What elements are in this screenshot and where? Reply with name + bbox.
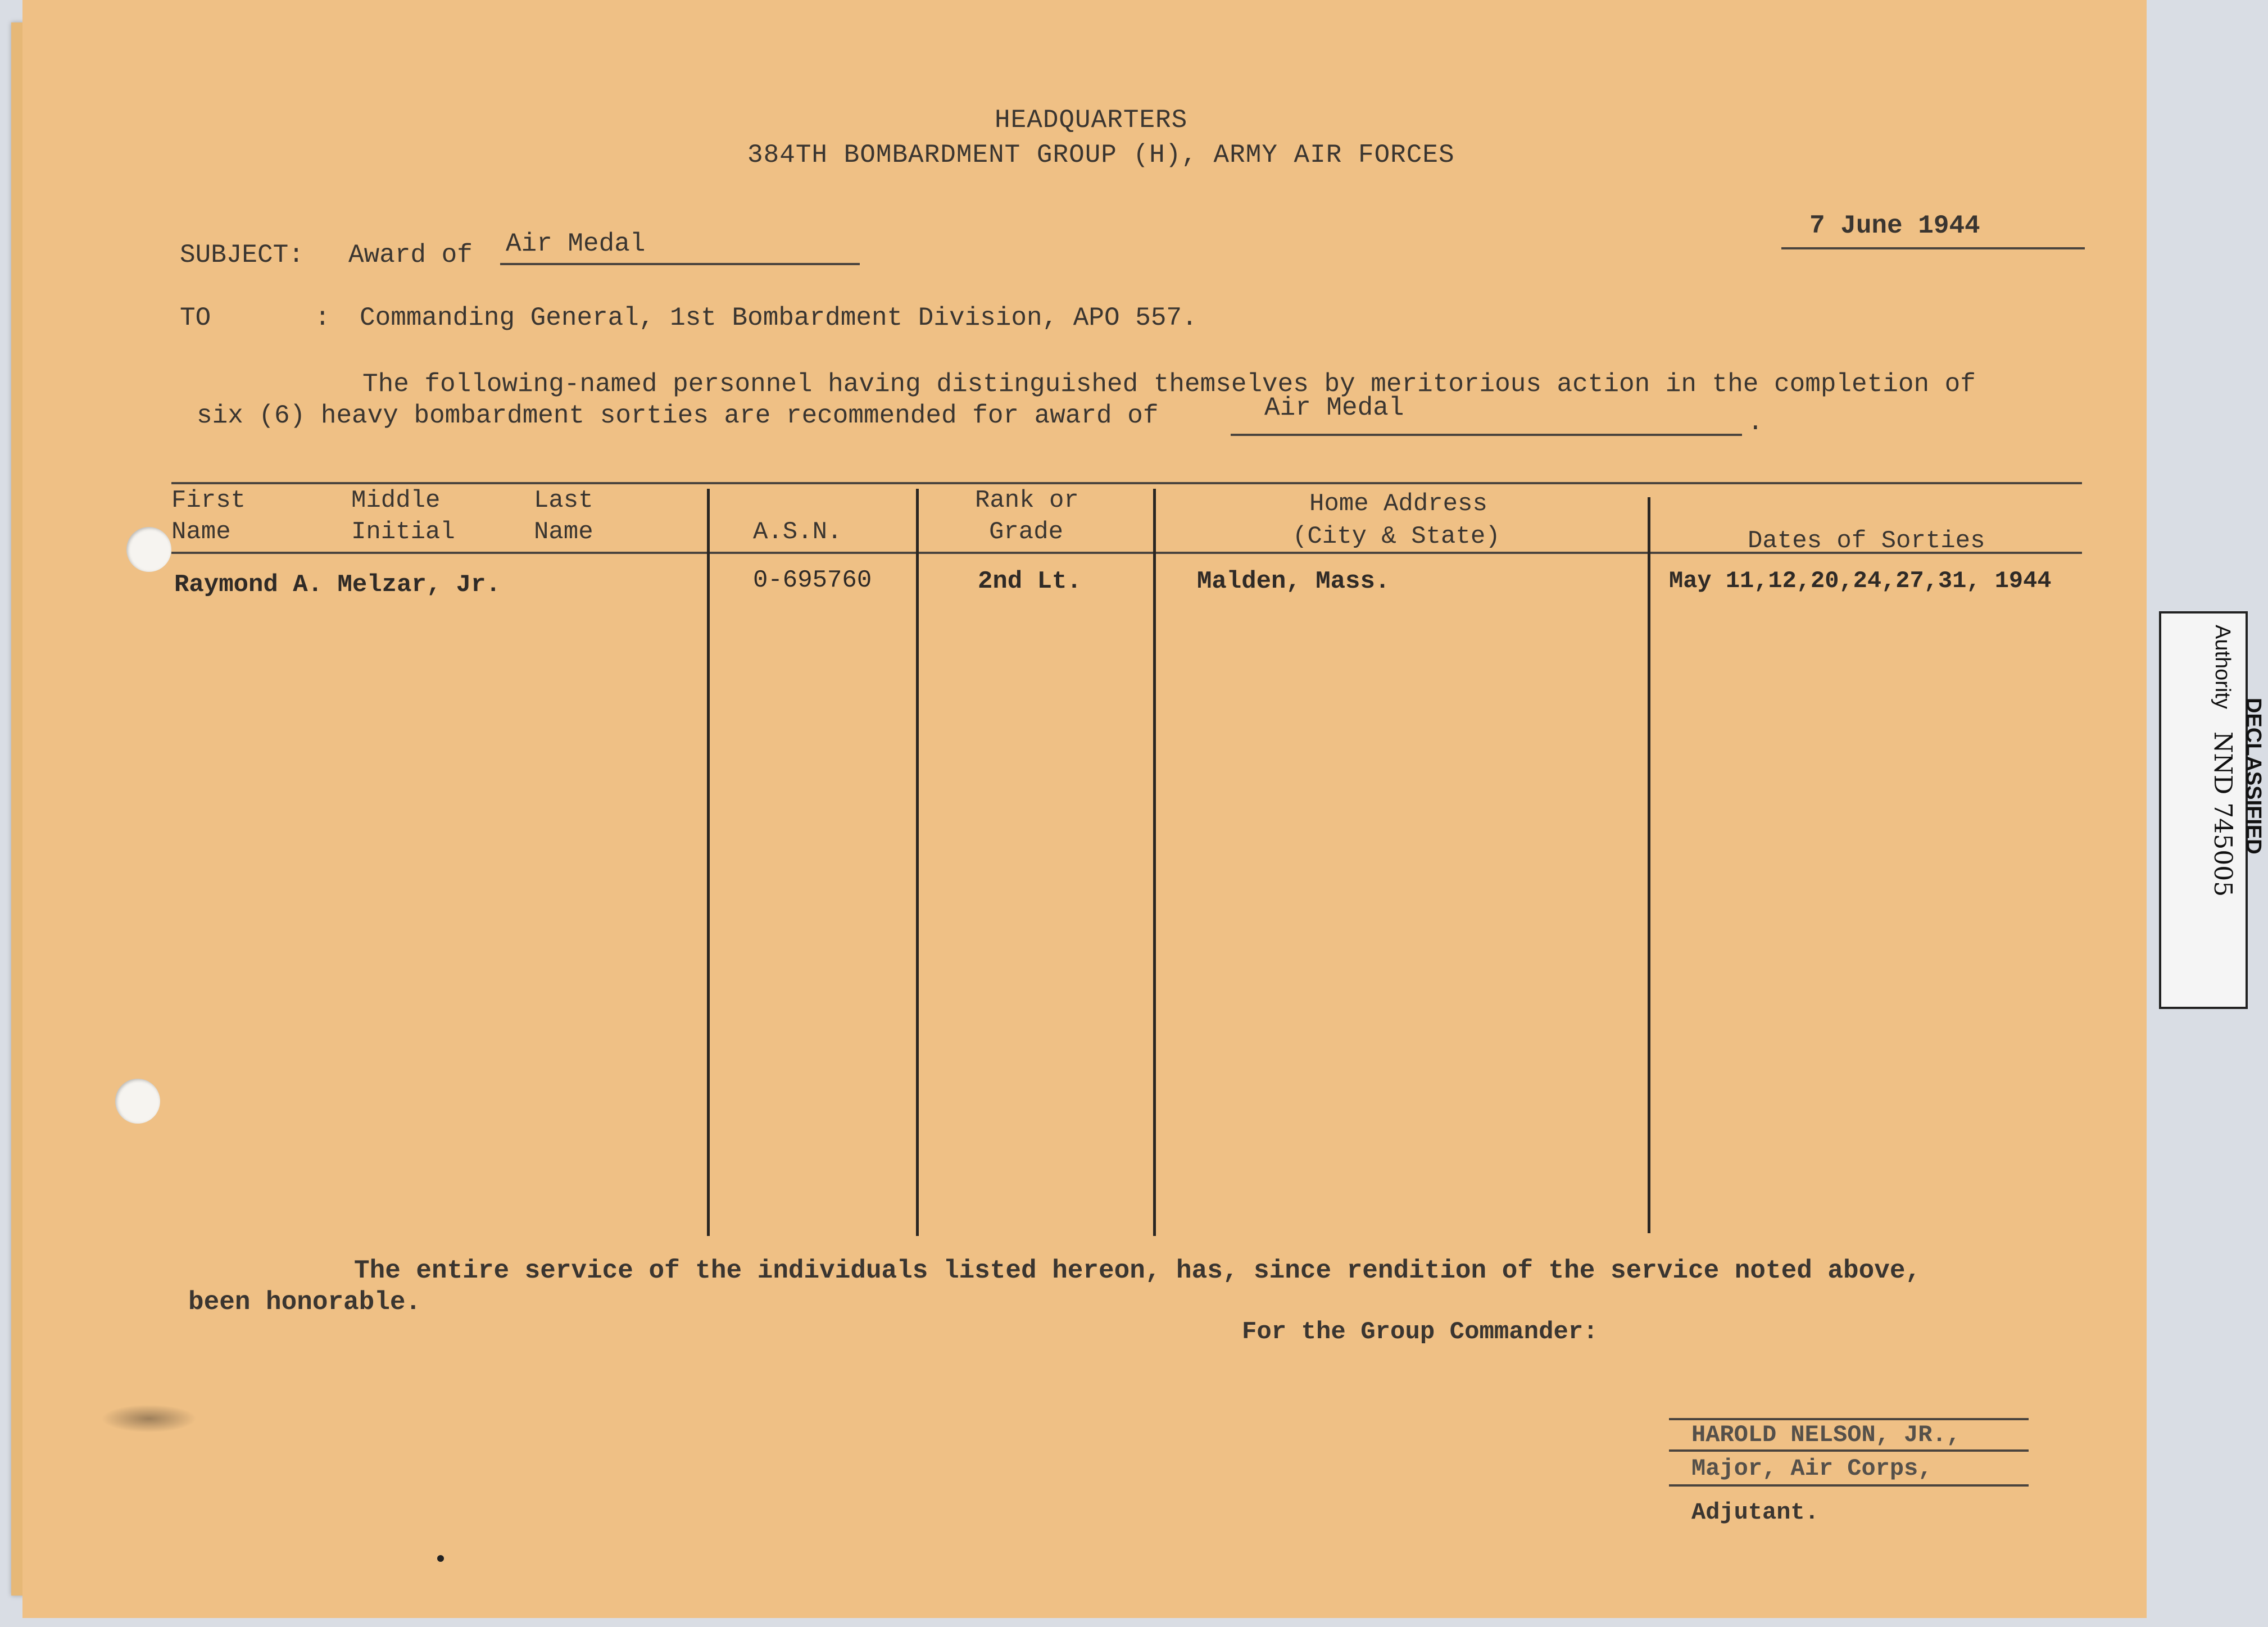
body-award: Air Medal bbox=[1264, 393, 1404, 422]
header-last-1: Last bbox=[534, 487, 593, 515]
signatory-name: HAROLD NELSON, JR., bbox=[1691, 1421, 1961, 1448]
header-rank-1: Rank or bbox=[975, 487, 1079, 515]
to-colon: : bbox=[315, 303, 330, 333]
to-label: TO bbox=[180, 303, 211, 333]
to-recipient: Commanding General, 1st Bombardment Division, APO 557. bbox=[360, 303, 1197, 333]
ink-dot bbox=[437, 1555, 444, 1562]
stamp-heading: DECLASSIFIED bbox=[2242, 698, 2265, 855]
ink-smudge bbox=[101, 1405, 197, 1433]
header-rank-2: Grade bbox=[989, 518, 1064, 546]
header-asn: A.S.N. bbox=[753, 518, 842, 546]
header-middle-1: Middle bbox=[351, 487, 441, 515]
letterhead-line-2: 384TH BOMBARDMENT GROUP (H), ARMY AIR FORCES bbox=[747, 140, 1455, 170]
letterhead-line-1: HEADQUARTERS bbox=[995, 106, 1188, 135]
stamp-authority-value: NND 745005 bbox=[2208, 731, 2237, 897]
body-line-1: The following-named personnel having distinguished themselves by meritorious action in the completion of bbox=[362, 370, 1976, 399]
body-period: . bbox=[1748, 408, 1763, 437]
column-divider bbox=[916, 489, 919, 1236]
punch-hole-top bbox=[126, 527, 171, 572]
signature-rule bbox=[1669, 1449, 2029, 1452]
column-divider bbox=[1648, 497, 1650, 1233]
stamp-authority-label: Authority bbox=[2211, 625, 2234, 709]
header-first-1: First bbox=[171, 487, 246, 515]
table-top-rule bbox=[171, 482, 2082, 484]
header-dates: Dates of Sorties bbox=[1748, 527, 1985, 555]
header-address-2: (City & State) bbox=[1292, 522, 1500, 551]
row-name: Raymond A. Melzar, Jr. bbox=[174, 571, 501, 599]
column-divider bbox=[1153, 489, 1156, 1236]
header-first-2: Name bbox=[171, 518, 231, 546]
row-address: Malden, Mass. bbox=[1197, 567, 1390, 596]
signature-rule bbox=[1669, 1484, 2029, 1487]
closing-line-2: been honorable. bbox=[188, 1288, 421, 1317]
header-middle-2: Initial bbox=[351, 518, 455, 546]
signatory-title: Adjutant. bbox=[1691, 1499, 1819, 1526]
award-underline bbox=[1231, 434, 1742, 436]
signature-rule bbox=[1669, 1418, 2029, 1420]
subject-award: Air Medal bbox=[506, 229, 646, 258]
row-asn: 0-695760 bbox=[753, 566, 872, 594]
row-dates: May 11,12,20,24,27,31, 1944 bbox=[1669, 567, 2052, 594]
for-commander: For the Group Commander: bbox=[1242, 1318, 1598, 1346]
row-rank: 2nd Lt. bbox=[978, 567, 1082, 596]
column-divider bbox=[707, 489, 710, 1236]
subject-underline bbox=[500, 263, 860, 265]
document-date: 7 June 1944 bbox=[1809, 211, 1980, 240]
closing-line-1: The entire service of the individuals listed hereon, has, since rendition of the service noted above, bbox=[354, 1256, 1921, 1285]
date-underline bbox=[1781, 247, 2085, 249]
signatory-rank: Major, Air Corps, bbox=[1691, 1455, 1933, 1482]
document-page bbox=[22, 0, 2147, 1618]
subject-label: SUBJECT: bbox=[180, 240, 304, 270]
header-address-1: Home Address bbox=[1309, 490, 1487, 518]
punch-hole-bottom bbox=[115, 1079, 160, 1124]
subject-text: Award of bbox=[348, 240, 473, 270]
header-last-2: Name bbox=[534, 518, 593, 546]
body-line-2: six (6) heavy bombardment sorties are recommended for award of bbox=[197, 401, 1159, 430]
declassified-stamp bbox=[2159, 611, 2265, 1009]
